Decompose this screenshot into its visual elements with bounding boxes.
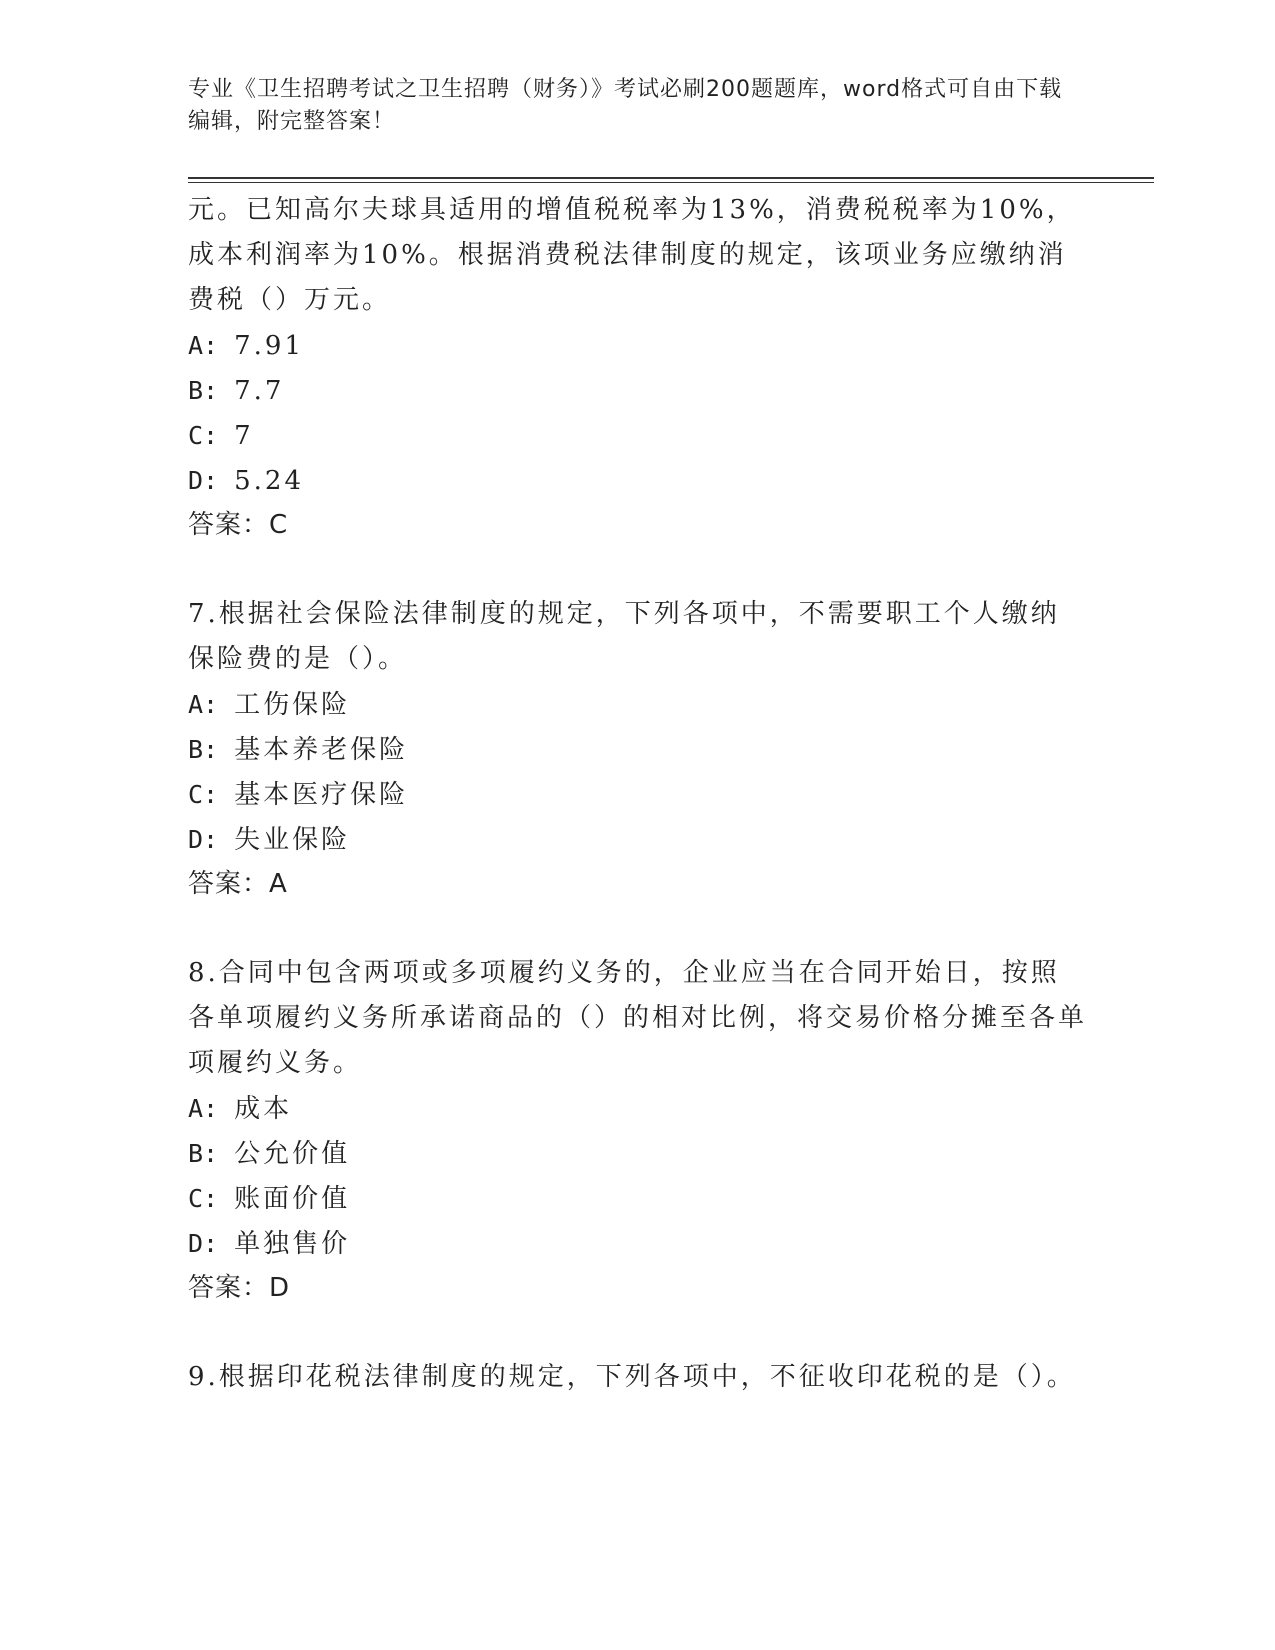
option-letter: D: [188, 466, 219, 495]
question-stem: 元。已知高尔夫球具适用的增值税税率为13%，消费税税率为10%，成本利润率为10%。根据消费税法律制度的规定，该项业务应缴纳消费税（）万元。 [188, 195, 1076, 315]
page-header: 专业《卫生招聘考试之卫生招聘（财务）》考试必刷200题题库，word格式可自由下载编辑，附完整答案！ [188, 77, 1063, 134]
option-d [188, 1221, 1088, 1266]
option-text: 7 [234, 421, 254, 451]
option-text: 单独售价 [234, 1229, 351, 1259]
option-letter: B: [188, 376, 219, 405]
option-d [188, 458, 1088, 503]
option-a [188, 323, 1088, 368]
option-letter: B: [188, 1139, 219, 1168]
option-list [188, 1086, 1088, 1266]
answer-line: 答案：D [188, 1273, 291, 1303]
option-c [188, 413, 1088, 458]
option-text: 7.91 [234, 331, 304, 361]
header-divider-thick [188, 177, 1154, 179]
option-a [188, 1086, 1088, 1131]
option-list [188, 323, 1088, 503]
option-letter: D: [188, 825, 219, 854]
option-text: 公允价值 [234, 1139, 351, 1169]
option-text: 工伤保险 [234, 690, 351, 720]
option-letter: A: [188, 1094, 219, 1123]
option-letter: D: [188, 1229, 219, 1258]
option-list [188, 682, 1088, 862]
option-d [188, 817, 1088, 862]
option-c [188, 1176, 1088, 1221]
question-stem: 8.合同中包含两项或多项履约义务的，企业应当在合同开始日，按照各单项履约义务所承诺商品的（）的相对比例，将交易价格分摊至各单项履约义务。 [188, 958, 1088, 1078]
question-block [188, 1355, 1088, 1400]
option-letter: C: [188, 1184, 219, 1213]
question-stem: 9.根据印花税法律制度的规定，下列各项中，不征收印花税的是（）。 [188, 1362, 1076, 1392]
option-b [188, 727, 1088, 772]
question-block [188, 592, 1088, 907]
option-b [188, 368, 1088, 413]
question-list [188, 188, 1088, 1400]
option-text: 账面价值 [234, 1184, 351, 1214]
option-b [188, 1131, 1088, 1176]
answer-line: 答案：C [188, 510, 289, 540]
option-text: 失业保险 [234, 825, 351, 855]
question-block [188, 951, 1088, 1311]
option-text: 基本医疗保险 [234, 780, 409, 810]
option-a [188, 682, 1088, 727]
option-letter: C: [188, 780, 219, 809]
question-stem: 7.根据社会保险法律制度的规定，下列各项中，不需要职工个人缴纳保险费的是（）。 [188, 599, 1060, 674]
option-letter: A: [188, 690, 219, 719]
question-block [188, 188, 1088, 548]
option-text: 7.7 [234, 376, 285, 406]
option-c [188, 772, 1088, 817]
header-divider-thin [188, 182, 1154, 183]
option-text: 5.24 [234, 466, 304, 496]
option-letter: A: [188, 331, 219, 360]
option-letter: B: [188, 735, 219, 764]
option-text: 基本养老保险 [234, 735, 409, 765]
answer-line: 答案：A [188, 869, 288, 899]
option-text: 成本 [234, 1094, 293, 1124]
option-letter: C: [188, 421, 219, 450]
